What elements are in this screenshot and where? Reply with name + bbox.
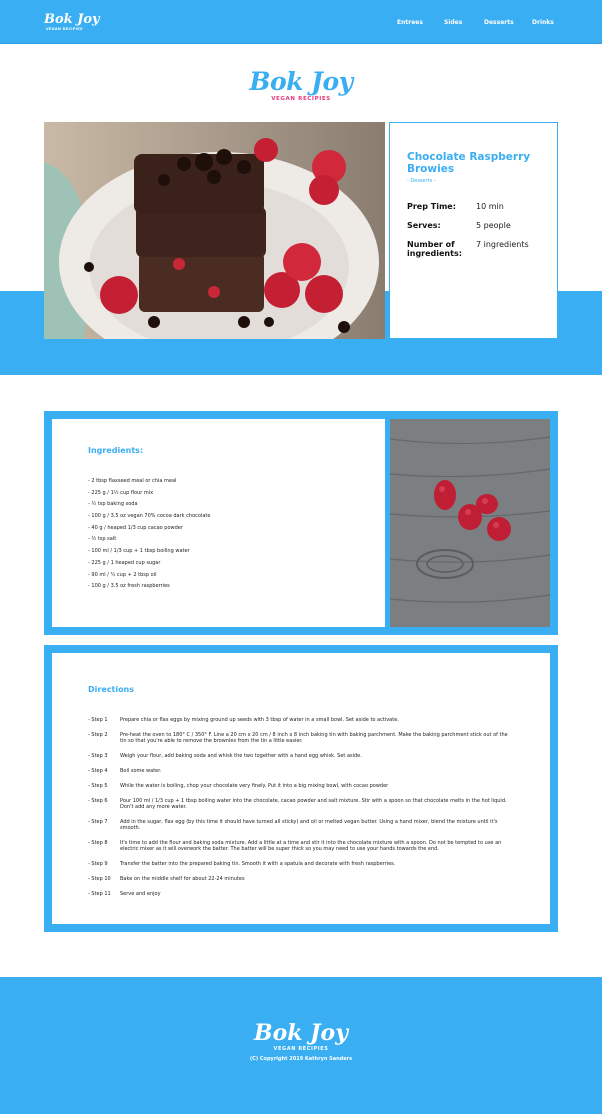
nav-link-sides[interactable]: Sides	[444, 19, 463, 26]
brand-logo-sub: VEGAN RECIPIES	[271, 96, 331, 102]
brand-logo	[0, 69, 602, 102]
footer-logo-sub: VEGAN RECIPIES	[273, 1046, 329, 1052]
ingredients-title: Ingredients:	[88, 446, 144, 455]
ingredient-item: - 100 ml / 1/3 cup + 1 tbsp boiling water	[88, 548, 190, 555]
step-item	[88, 783, 508, 789]
recipe-category[interactable]: - Desserts -	[407, 178, 436, 184]
step-text: Prepare chia or flax eggs by mixing ground up seeds with 3 tbsp of water in a small bowl. Set aside to activate.	[120, 717, 399, 723]
top-nav-bar	[0, 0, 602, 44]
step-text: Weigh your flour, add baking soda and whisk the two together with a hand egg whisk. Set aside.	[120, 753, 362, 759]
step-item	[88, 753, 508, 759]
ingredient-item: - 2 tbsp flaxseed meal or chia meal	[88, 478, 177, 484]
step-number: - Step 2	[88, 732, 108, 738]
step-item	[88, 891, 508, 897]
step-text: Pour 100 ml / 1/3 cup + 1 tbsp boiling water into the chocolate, cacao powder and salt mixture. Stir with a spoon so that chocolate melts in the hot liquid. Don't add any more water.	[120, 798, 507, 810]
info-prep-time	[407, 202, 557, 211]
info-value: 10 min	[476, 202, 504, 211]
info-value: 5 people	[476, 221, 511, 230]
step-number: - Step 4	[88, 768, 108, 774]
info-ingredient-count	[407, 240, 557, 258]
footer-copyright: (C) Copyright 2019 Kathryn Sanders	[249, 1056, 353, 1062]
step-number: - Step 9	[88, 861, 108, 867]
ingredient-item: - 100 g / 3.5 oz fresh raspberries	[88, 583, 170, 590]
step-number: - Step 10	[88, 876, 111, 882]
info-value: 7 ingredients	[476, 240, 529, 249]
info-label: Prep Time:	[407, 202, 456, 211]
ingredient-item: - 225 g / 1½ cup flour mix	[88, 489, 154, 496]
step-item	[88, 717, 508, 723]
step-text: Add in the sugar, flax egg (by this time it should have turned all sticky) and oil or melted vegan butter. Using a hand mixer, blend the mixture until it's smooth.	[120, 819, 498, 831]
nav-link-entrees[interactable]: Entrees	[397, 19, 423, 26]
step-number: - Step 1	[88, 717, 108, 723]
step-number: - Step 11	[88, 891, 111, 897]
directions-list	[88, 717, 508, 906]
step-item	[88, 876, 508, 882]
ingredient-item: - ½ tsp baking soda	[88, 501, 138, 508]
info-label: Number of ingredients:	[407, 240, 462, 258]
ingredient-item: - 40 g / heaped 1/3 cup cacao powder	[88, 524, 183, 531]
ingredient-item: - ½ tsp salt	[88, 536, 117, 543]
step-item	[88, 861, 508, 867]
nav-link-desserts[interactable]: Desserts	[484, 19, 514, 26]
step-item	[88, 798, 508, 810]
ingredient-item: - 225 g / 1 heaped cup sugar	[88, 559, 161, 566]
step-text: While the water is boiling, chop your chocolate very finely. Put it into a big mixing bowl, with cocao powder	[120, 783, 389, 789]
step-text: Pre-heat the oven to 180° C / 350° F. Line a 20 cm x 20 cm / 8 inch x 8 inch baking tin with baking parchment. Make the baking parchment stick out of the tin so that you're able to remove the brownies from the tin a little easier.	[120, 732, 508, 744]
step-number: - Step 3	[88, 753, 108, 759]
step-number: - Step 8	[88, 840, 108, 846]
recipe-title: Chocolate Raspberry Browies	[407, 151, 531, 175]
step-text: Bake on the middle shelf for about 22-24 minutes	[120, 876, 245, 882]
ingredients-list	[88, 478, 210, 595]
step-text: Transfer the batter into the prepared baking tin. Smooth it with a spatula and decorate with fresh raspberries.	[120, 861, 396, 867]
recipe-info-card	[389, 122, 558, 339]
info-label: Serves:	[407, 221, 441, 230]
step-number: - Step 7	[88, 819, 108, 825]
step-text: It's time to add the flour and baking soda mixture. Add a little at a time and stir it into the chocolate mixture with a spoon. Do not be tempted to use an electric mixer as it will overwork the batter. The batter will be super thick so you may need to use your hands towards the end.	[120, 840, 502, 852]
step-number: - Step 6	[88, 798, 108, 804]
footer-logo-title: Bok Joy	[253, 1020, 349, 1046]
header-logo-sub: VEGAN RECIPIES	[46, 27, 83, 31]
step-item	[88, 819, 508, 831]
header-logo-title: Bok Joy	[44, 12, 100, 27]
nav-link-drinks[interactable]: Drinks	[532, 19, 554, 26]
directions-title: Directions	[88, 685, 135, 694]
step-number: - Step 5	[88, 783, 108, 789]
brand-logo-title: Bok Joy	[249, 67, 353, 96]
header-logo[interactable]	[44, 14, 100, 32]
step-text: Boil some water.	[120, 768, 162, 774]
step-text: Serve and enjoy	[120, 891, 161, 897]
step-item	[88, 840, 508, 852]
step-item	[88, 768, 508, 774]
ingredient-item: - 100 g / 3.5 oz vegan 70% cocoa dark chocolate	[88, 513, 211, 520]
step-item	[88, 732, 508, 744]
info-serves	[407, 221, 557, 230]
raspberries-photo	[390, 419, 550, 627]
footer	[0, 977, 602, 1114]
ingredient-item: - 90 ml / ¼ cup + 2 tbsp oil	[88, 571, 157, 578]
brownie-photo	[44, 122, 385, 339]
